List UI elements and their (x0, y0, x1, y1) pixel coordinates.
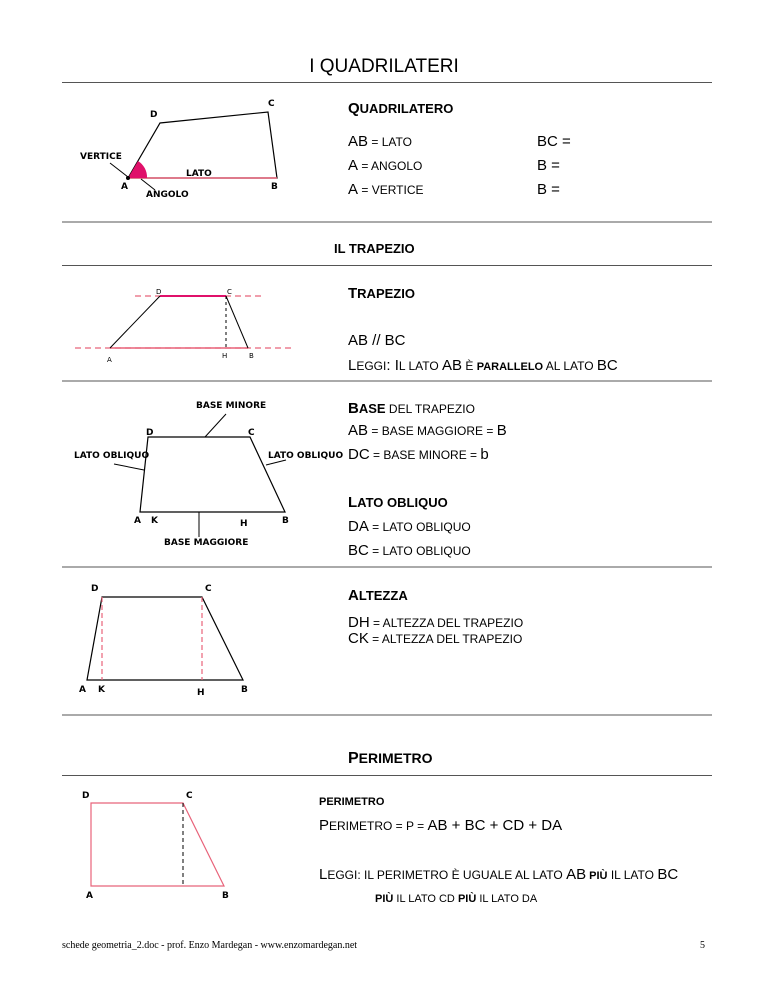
vertex-label-c: C (248, 428, 255, 438)
vertex-label-b: B (241, 685, 248, 695)
trapezio-heading: TRAPEZIO (348, 285, 415, 302)
perimetro-leggi-line-2: PIÙ IL LATO CD PIÙ IL LATO DA (375, 893, 538, 905)
vertex-label-d: D (146, 428, 154, 438)
vertex-label-d: D (156, 288, 162, 296)
vertex-label-d: D (82, 791, 90, 801)
vertex-label-b: B (222, 891, 229, 901)
page-title: I QUADRILATERI (309, 56, 459, 77)
vertex-label-c: C (268, 99, 275, 109)
perimetro-formula: PERIMETRO = P = AB + BC + CD + DA (319, 817, 563, 834)
vertex-label-b: B (249, 352, 254, 360)
vertex-label-h: H (222, 352, 228, 360)
vertex-label-a: A (79, 685, 86, 695)
row-3-left: A = VERTICE (348, 181, 424, 198)
base-maggiore-label: BASE MAGGIORE (164, 538, 249, 548)
parallel-line: AB // BC (348, 332, 406, 349)
lato-obliquo-da-line: DA = LATO OBLIQUO (348, 518, 471, 535)
altezza-heading: ALTEZZA (348, 587, 408, 604)
perimetro-section-heading: PERIMETRO (348, 750, 433, 767)
altezza-ck-line: CK = ALTEZZA DEL TRAPEZIO (348, 630, 523, 647)
vertex-label-a: A (107, 356, 112, 364)
altezza-dh-line: DH = ALTEZZA DEL TRAPEZIO (348, 614, 524, 631)
lato-obliquo-left-label: LATO OBLIQUO (74, 451, 150, 461)
lato-obliquo-bc-line: BC = LATO OBLIQUO (348, 542, 471, 559)
vertex-label-a: A (121, 182, 128, 192)
row-2-right: B = (537, 157, 560, 174)
base-minore-label: BASE MINORE (196, 401, 267, 411)
page-number: 5 (700, 940, 705, 951)
vertex-label-d: D (91, 584, 99, 594)
base-minore-line: DC = BASE MINORE = b (348, 446, 489, 463)
vertex-label-c: C (227, 288, 232, 296)
row-3-right: B = (537, 181, 560, 198)
leggi-line: LEGGI: IL LATO AB È PARALLELO AL LATO BC (348, 357, 618, 374)
row-1-right: BC = (537, 133, 571, 150)
trapezio-section-heading: IL TRAPEZIO (334, 241, 415, 256)
row-2-left: A = ANGOLO (348, 157, 423, 174)
vertex-label-a: A (86, 891, 93, 901)
vertice-label: VERTICE (80, 152, 122, 162)
vertex-label-b: B (282, 516, 289, 526)
quadrilatero-heading: QUADRILATERO (348, 100, 454, 117)
vertex-label-k: K (151, 516, 158, 526)
vertex-label-c: C (205, 584, 212, 594)
angolo-label: ANGOLO (146, 190, 189, 200)
vertex-label-b: B (271, 182, 278, 192)
vertex-label-d: D (150, 110, 158, 120)
perimetro-leggi-line: LEGGI: IL PERIMETRO È UGUALE AL LATO AB PIÙ IL LATO BC (319, 866, 679, 883)
footer-text: schede geometria_2.doc - prof. Enzo Mardegan - www.enzomardegan.net (62, 940, 358, 951)
base-heading: BASE DEL TRAPEZIO (348, 400, 475, 417)
vertex-label-c: C (186, 791, 193, 801)
lato-obliquo-right-label: LATO OBLIQUO (268, 451, 344, 461)
row-1-left: AB = LATO (348, 133, 412, 150)
vertex-label-h: H (240, 519, 248, 529)
vertex-label-k: K (98, 685, 105, 695)
vertex-label-a: A (134, 516, 141, 526)
lato-obliquo-heading: LATO OBLIQUO (348, 494, 448, 511)
vertex-label-h: H (197, 688, 205, 698)
lato-label: LATO (186, 169, 212, 179)
perimetro-heading: PERIMETRO (319, 796, 385, 808)
base-maggiore-line: AB = BASE MAGGIORE = B (348, 422, 507, 439)
